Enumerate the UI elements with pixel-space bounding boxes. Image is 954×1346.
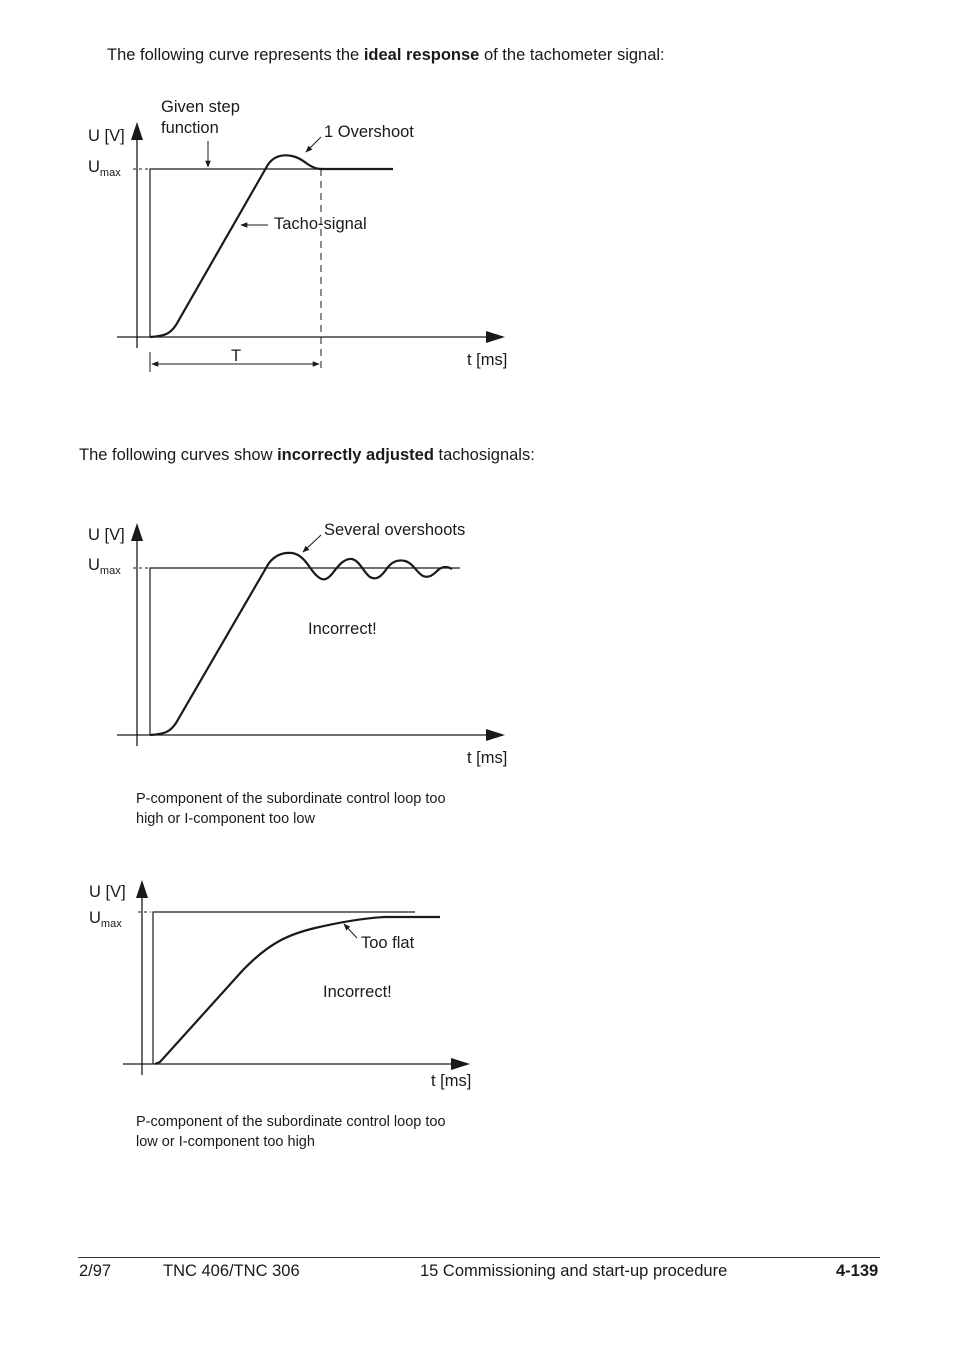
footer-model: TNC 406/TNC 306	[163, 1262, 300, 1280]
y-axis-label: U [V]	[89, 883, 126, 901]
umax-letter: U	[88, 158, 100, 176]
step-label-line1: Given step	[161, 98, 240, 116]
x-axis-arrowhead	[451, 1058, 470, 1070]
umax-subscript: max	[99, 565, 121, 577]
incorrect-label: Incorrect!	[308, 620, 377, 638]
y-axis-arrowhead	[136, 880, 148, 898]
footer-chapter: 15 Commissioning and start-up procedure	[420, 1262, 728, 1280]
x-axis-label: t [ms]	[467, 749, 508, 767]
intro-ideal-before: The following curve represents the	[107, 46, 364, 64]
footer-rule	[78, 1257, 880, 1258]
y-axis-label: U [V]	[88, 127, 125, 145]
x-axis-label: t [ms]	[467, 351, 508, 369]
caption-line2: high or I-component too low	[136, 811, 315, 827]
footer-page-number: 4-139	[836, 1262, 879, 1280]
intro-ideal-bold: ideal response	[363, 46, 480, 64]
umax-letter: U	[88, 556, 100, 574]
umax-subscript: max	[100, 918, 122, 930]
y-axis-label: U [V]	[88, 526, 125, 544]
too-flat-caption	[136, 1112, 446, 1152]
flat-label-pointer	[344, 924, 357, 938]
umax-subscript: max	[99, 167, 121, 179]
caption-line2: low or I-component too high	[136, 1134, 315, 1150]
intro-incorrect-before: The following curves show	[79, 446, 278, 464]
overshoot-label: Several overshoots	[324, 521, 466, 539]
intro-incorrect-after: tachosignals:	[433, 446, 535, 464]
footer-date: 2/97	[79, 1262, 112, 1280]
flat-label: Too flat	[361, 934, 415, 952]
incorrect-label: Incorrect!	[323, 983, 392, 1001]
intro-ideal-after: of the tachometer signal:	[479, 46, 665, 64]
overshoot-label: 1 Overshoot	[324, 123, 414, 141]
caption-line1: P-component of the subordinate control loop too	[136, 791, 446, 807]
caption-line1: P-component of the subordinate control loop too	[136, 1114, 446, 1130]
x-axis-label: t [ms]	[431, 1072, 472, 1090]
signal-label: Tacho-signal	[274, 215, 367, 233]
step-label-line2: function	[161, 119, 219, 137]
intro-incorrect-bold: incorrectly adjusted	[277, 446, 434, 464]
umax-letter: U	[89, 909, 101, 927]
period-label: T	[231, 347, 242, 365]
umax-label	[89, 909, 122, 930]
